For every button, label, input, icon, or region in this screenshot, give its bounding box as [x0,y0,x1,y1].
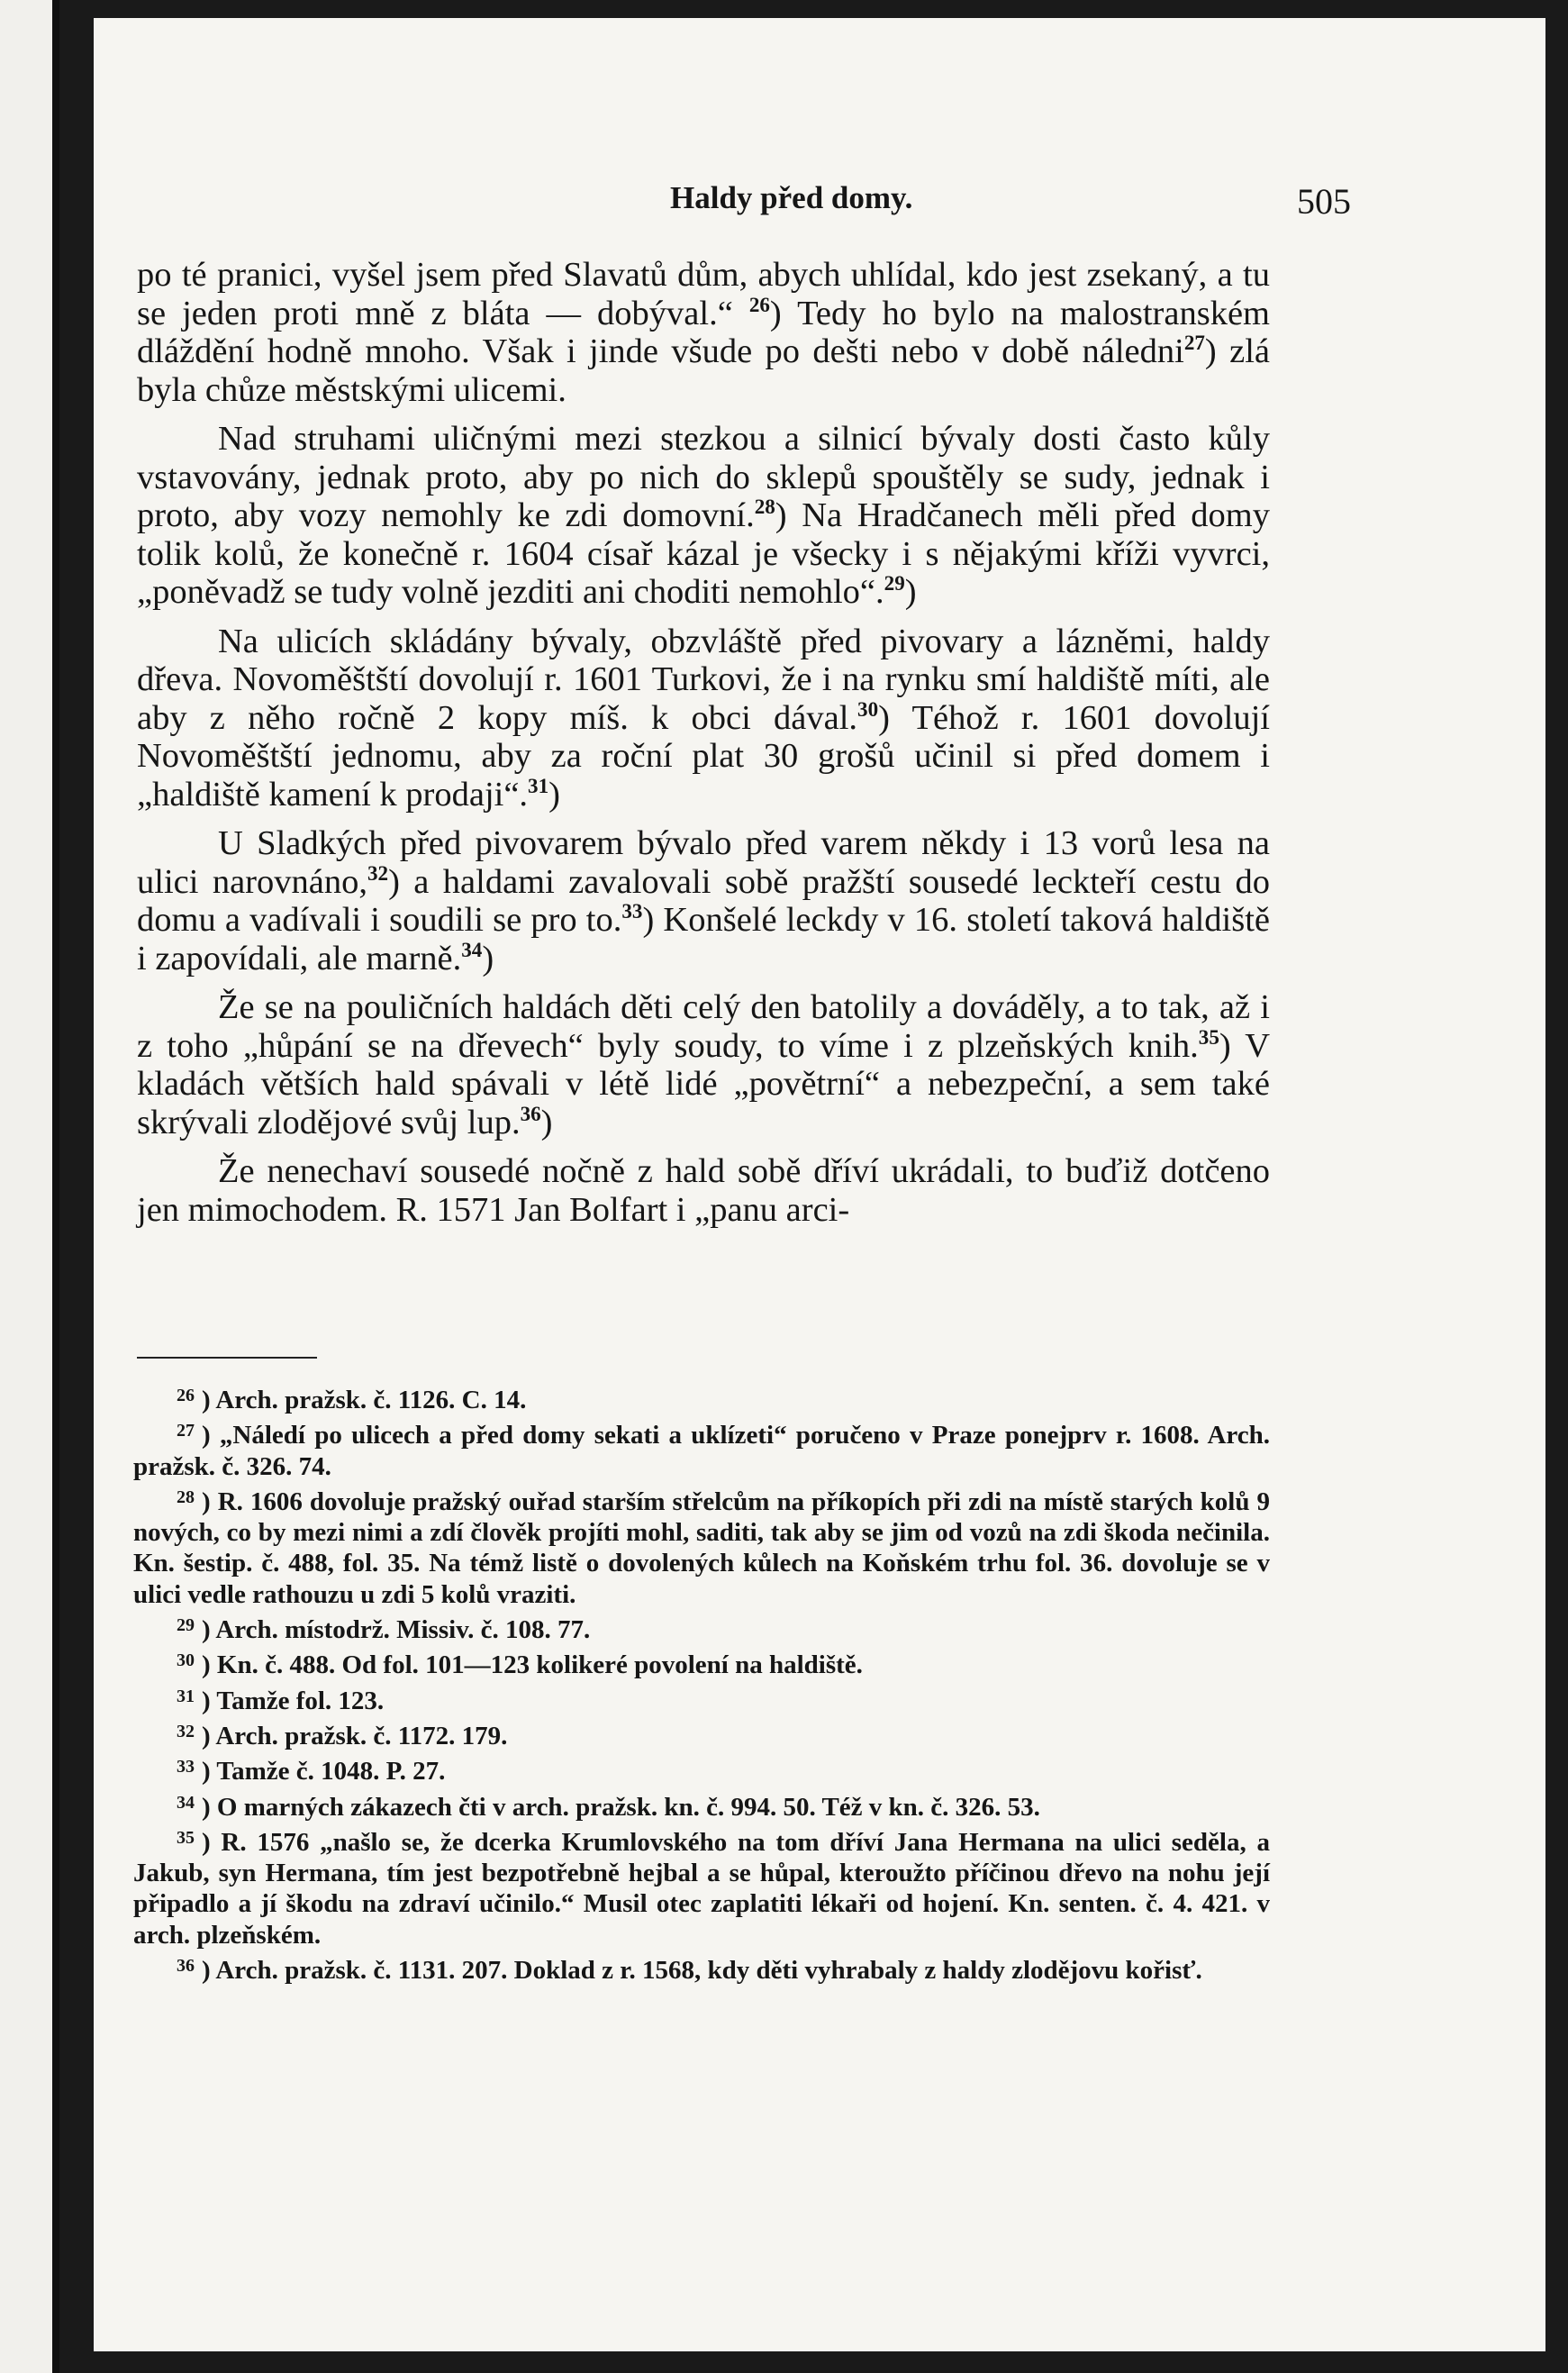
footnote-ref[interactable]: 28 [754,495,775,519]
footnote-text: R. 1606 dovoluje pražský ouřad starším střelcům na příkopích při zdi na místě starých kolů 9 nových, co by mezi nimi a zdí člověk projíti mohl, saditi, tak aby se jim od vozů na zdi škoda nečinila. Kn. šestip. č. 488, fol. 35. Na témž listě o dovolených kůlech na Koňském trhu fol. 36. dovoluje se v ulici vedle rathouzu u zdi 5 kolů vraziti. [133,1487,1270,1609]
footnote-bracket: ) [202,1421,220,1450]
footnote-number: 31 [177,1686,195,1706]
footnote-number: 33 [177,1757,195,1777]
footnote-number: 36 [177,1956,195,1977]
text-run: ) [540,1103,553,1141]
footnote-text: Arch. pražsk. č. 1131. 207. Doklad z r. 1568, kdy děti vyhrabaly z haldy zlodějovu kořisť. [215,1956,1202,1986]
footnote-text: R. 1576 „našlo se, že dcerka Krumlovského na tom dříví Jana Hermana na ulici seděla, a Jakub, syn Hermana, tím jest bezpotřebně hejbal a se hůpal, kteroužto příčinou dřevo na nohu její připadlo a jí škodu na zdraví učinilo.“ Musil otec zaplatiti lékaři od hojení. Kn. senten. č. 4. 421. v arch. plzeňském. [133,1827,1270,1950]
footnote-number: 28 [177,1487,195,1507]
footnote-text: Arch. místodrž. Missiv. č. 108. 77. [215,1615,591,1645]
footnote [133,1681,1270,1716]
text-run: Že nenechaví sousedé nočně z hald sobě dříví ukrádali, to buďiž dotčeno jen mimochodem. R. 1571 Jan Bolfart i „panu arci- [137,1152,1270,1229]
text-run: Na ulicích skládány bývaly, obzvláště před pivovary a lázněmi, haldy dřeva. Novoměštští dovolují r. 1601 Turkovi, že i na rynku smí haldiště míti, ale aby z něho ročně 2 kopy míš. k obci dával. [137,622,1270,737]
footnote [133,1380,1270,1415]
paragraph [137,988,1270,1141]
footnote-bracket: ) [202,1721,216,1750]
footnote [133,1751,1270,1787]
footnote [133,1415,1270,1482]
footnote-rule [137,1357,317,1359]
footnote-text: Tamže fol. 123. [216,1686,385,1715]
footnote-bracket: ) [202,1956,216,1986]
text-run: ) Na Hradčanech měli před domy tolik kolů, že konečně r. 1604 císař kázal je všecky i s nějakými kříži vyvrci, „poněvadž se tudy volně jezditi ani choditi nemohlo“. [137,496,1270,611]
footnote-ref[interactable]: 29 [884,571,905,596]
footnote-number: 26 [177,1386,195,1405]
footnote-text: „Náledí po ulicech a před domy sekati a uklízeti“ poručeno v Praze ponejprv r. 1608. Arch. pražsk. č. 326. 74. [133,1421,1270,1481]
footnote-ref[interactable]: 32 [367,860,389,885]
footnote-ref[interactable]: 26 [748,292,770,316]
footnote [133,1950,1270,1986]
footnote-bracket: ) [202,1386,216,1414]
text-run: ) Tedy ho bylo na malostranském dláždění hodně mnoho. Však i jinde všude po dešti nebo v době náledni [137,294,1270,370]
footnote-ref[interactable]: 30 [857,696,879,721]
book-gutter [52,0,59,2373]
running-title: Haldy před domy. [670,180,913,215]
footnote-ref[interactable]: 34 [461,937,483,961]
footnote-text: Arch. pražsk. č. 1172. 179. [215,1721,508,1750]
footnote-bracket: ) [202,1615,216,1645]
footnote [133,1716,1270,1751]
footnote-ref[interactable]: 33 [621,899,643,923]
text-run: ) [548,775,560,814]
footnote-bracket: ) [202,1487,218,1516]
footnote-bracket: ) [202,1686,217,1715]
text-run: ) [482,939,494,977]
footnote-bracket: ) [202,1757,217,1787]
footnote-text: Arch. pražsk. č. 1126. C. 14. [215,1386,527,1414]
text-run: U Sladkých před pivovarem bývalo před varem někdy i 13 vorů lesa na ulici narovnáno, [137,824,1270,901]
footnote-number: 27 [177,1421,195,1441]
paragraph [137,420,1270,612]
footnote-text: Tamže č. 1048. P. 27. [216,1757,446,1787]
footnote [133,1482,1270,1610]
running-header [94,180,1545,225]
text-run: Nad struhami uličnými mezi stezkou a silnicí bývaly dosti často kůly vstavovány, jednak proto, aby po nich do sklepů spouštěly se sudy, jednak i proto, aby vozy nemohly ke zdi domovní. [137,420,1270,534]
footnote-number: 34 [177,1792,195,1813]
footnote-ref[interactable]: 35 [1198,1024,1219,1049]
footnote-ref[interactable]: 31 [528,773,549,797]
footnote [133,1787,1270,1823]
main-text [137,256,1270,1240]
footnote-number: 29 [177,1615,195,1636]
text-run: po té pranici, vyšel jsem před Slavatů dům, abych uhlídal, kdo jest zsekaný, a tu se jeden proti mně z bláta — dobýval.“ [137,256,1270,332]
text-run: ) V kladách větších hald spávali v létě lidé „povětrní“ a nebezpeční, a sem také skrývali zlodějové svůj lup. [137,1026,1270,1141]
footnote [133,1645,1270,1680]
footnote-bracket: ) [202,1650,217,1680]
footnote-ref[interactable]: 36 [520,1101,541,1125]
footnote-number: 32 [177,1721,195,1741]
text-run: ) Téhož r. 1601 dovolují Novoměštští jednomu, aby za roční plat 30 grošů učinil si před domem i „haldiště kamení k prodaji“. [137,698,1271,814]
text-run: ) [904,573,917,611]
footnote [133,1823,1270,1950]
text-run: Že se na pouličních haldách děti celý den batolily a dováděly, a to tak, až i z toho „hůpání se na dřevech“ byly soudy, to víme i z plzeňských knih. [137,988,1270,1065]
paragraph [137,824,1270,977]
footnote-number: 30 [177,1650,195,1671]
facing-page-edge [0,0,59,2373]
text-run: ) a haldami zavalovali sobě pražští sousedé leckteří cestu do domu a vadívali i soudili se pro to. [137,862,1270,939]
footnote-number: 35 [177,1827,195,1848]
footnote-text: Kn. č. 488. Od fol. 101—123 kolikeré povolení na haldiště. [216,1650,863,1680]
footnote-text: O marných zákazech čti v arch. pražsk. kn. č. 994. 50. Též v kn. č. 326. 53. [216,1792,1040,1822]
footnote-bracket: ) [202,1827,222,1857]
footnote-ref[interactable]: 27 [1183,331,1205,355]
text-run: ) Konšelé leckdy v 16. století taková haldiště i zapovídali, ale marně. [137,901,1270,977]
text-run: ) zlá byla chůze městskými ulicemi. [137,332,1270,409]
paragraph [137,1152,1270,1229]
footnote-bracket: ) [202,1792,217,1822]
footnote [133,1610,1270,1645]
paragraph [137,256,1270,409]
footnotes [133,1380,1270,1986]
page-number: 505 [1297,181,1351,222]
paragraph [137,623,1270,814]
